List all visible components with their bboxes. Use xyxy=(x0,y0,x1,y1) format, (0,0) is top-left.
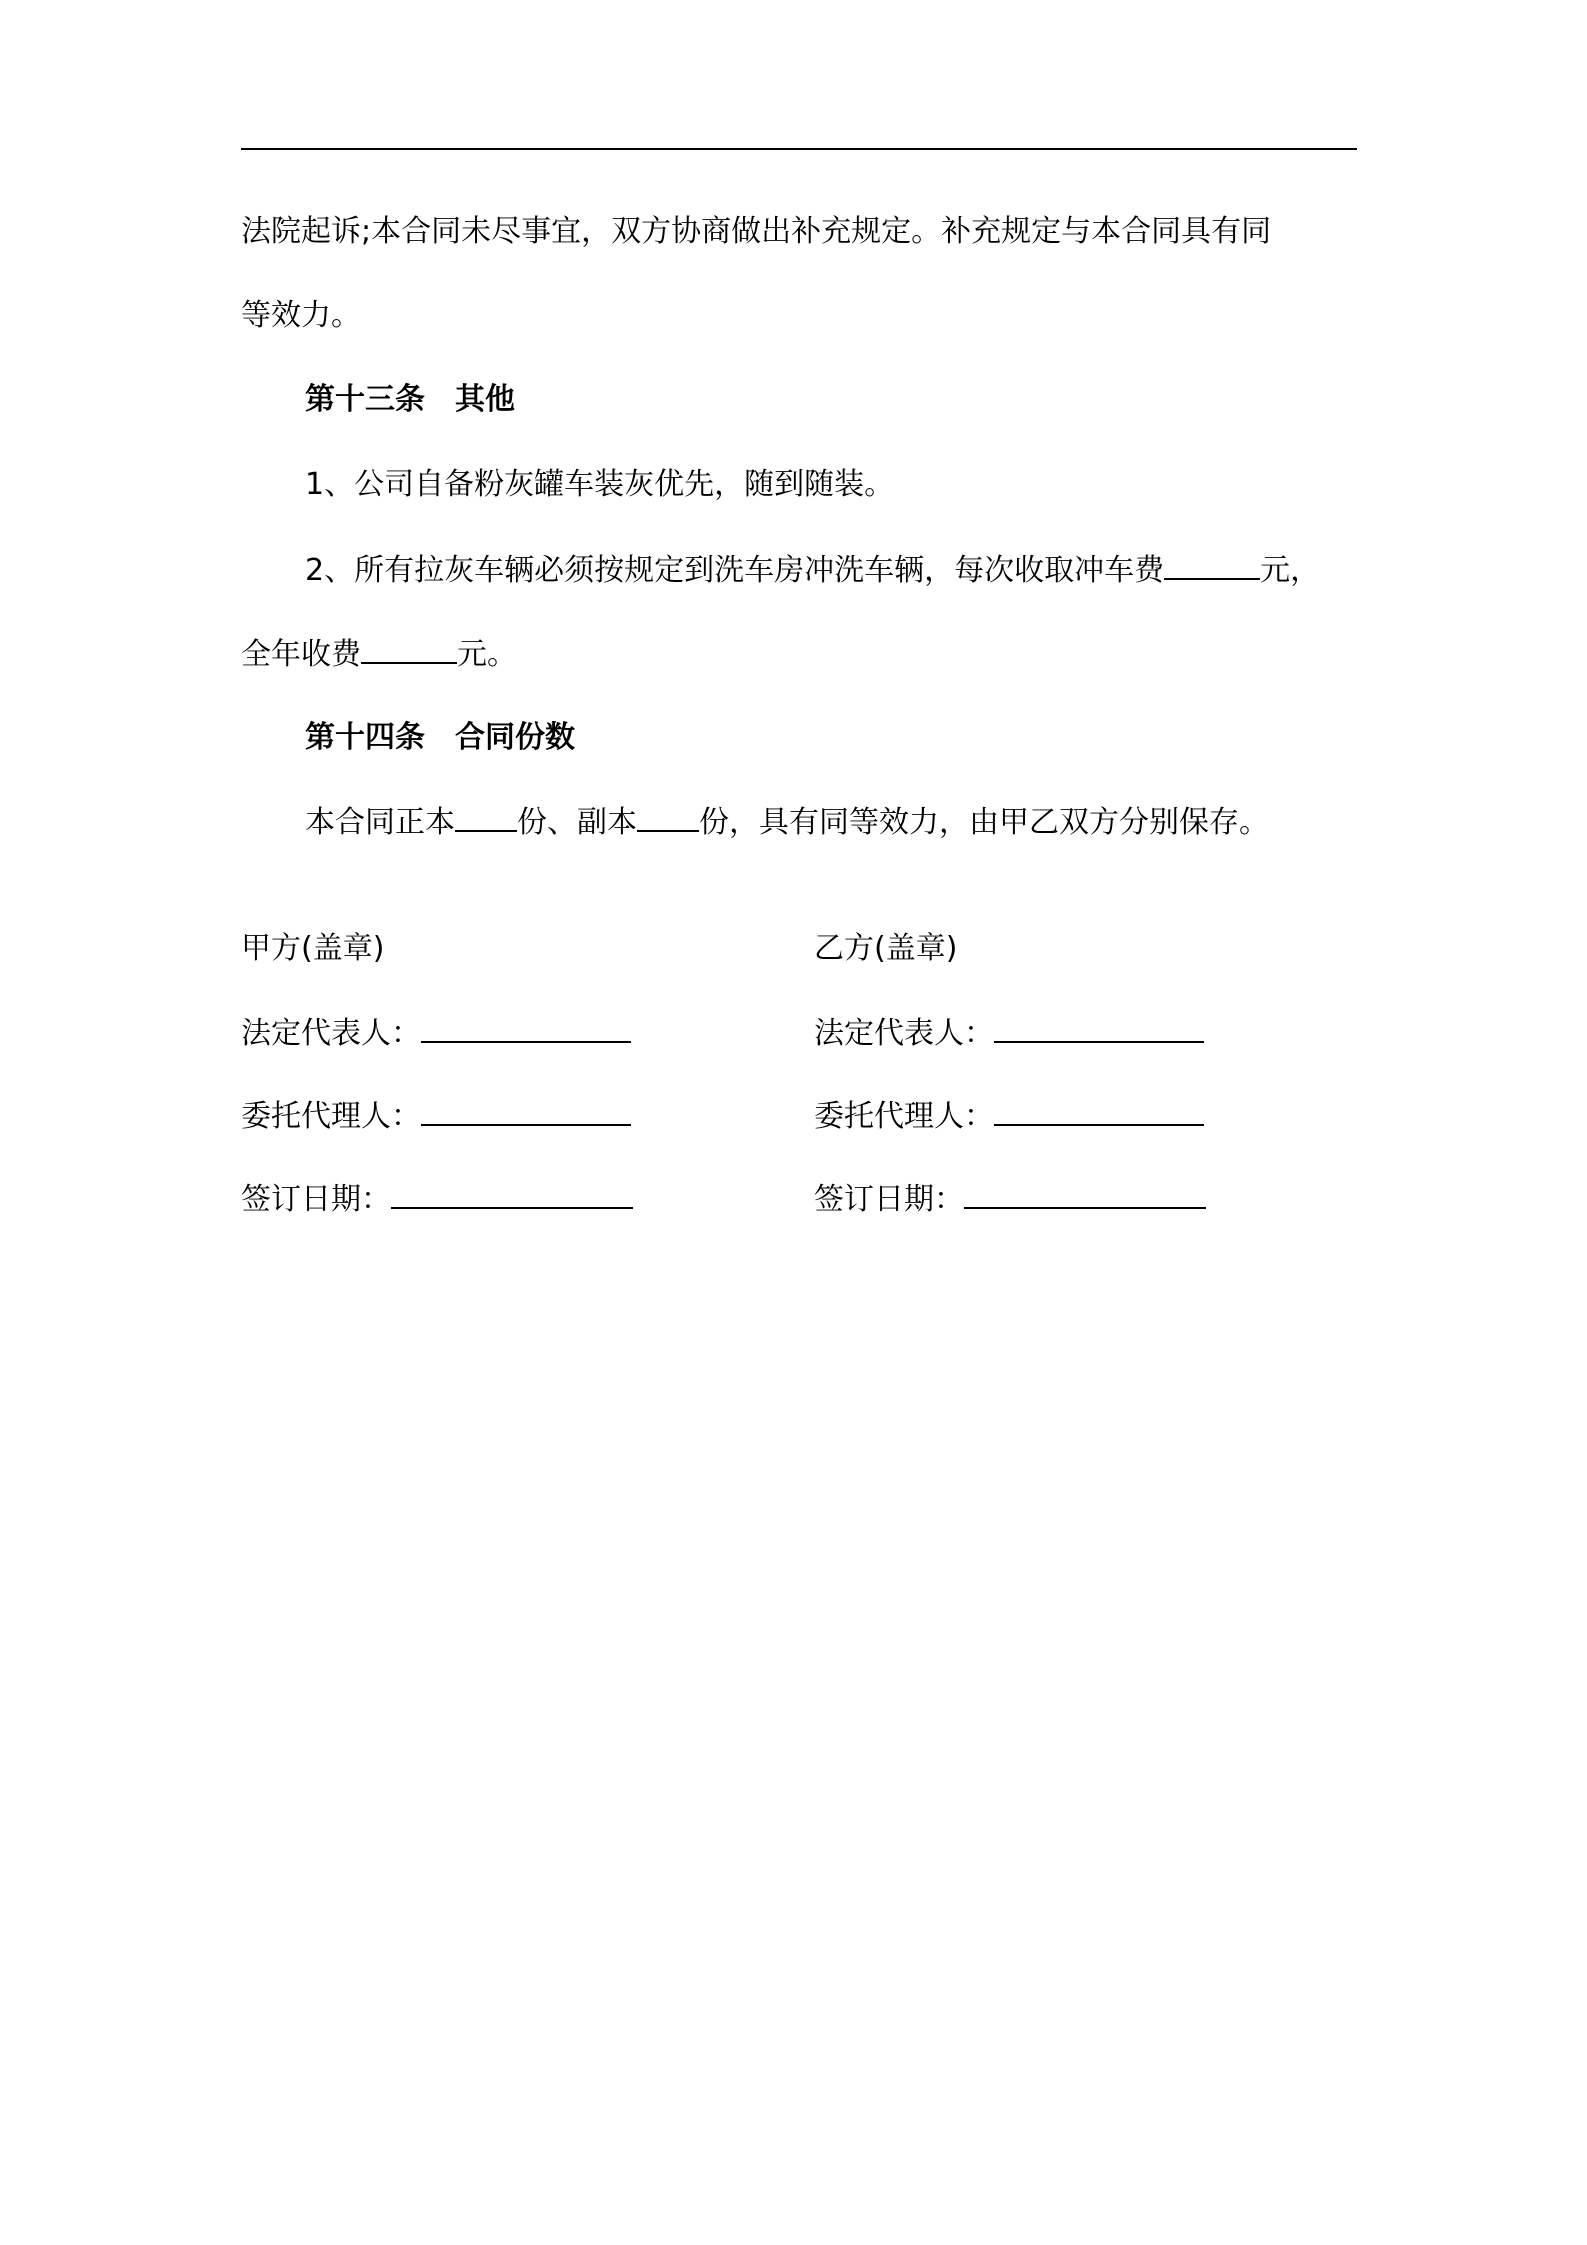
annual-fee-label: 全年收费 xyxy=(241,637,361,672)
party-b-date xyxy=(814,1179,1206,1220)
party-b-title: 乙方(盖章) xyxy=(814,931,958,966)
party-a-agent-blank xyxy=(421,1096,631,1126)
article-14-text xyxy=(305,802,1269,843)
duplicate-copies-blank xyxy=(637,802,699,832)
article-14-heading: 第十四条 合同份数 xyxy=(305,720,575,755)
party-b-date-blank xyxy=(964,1179,1206,1209)
party-a-legal-rep-blank xyxy=(421,1013,631,1043)
party-a-title: 甲方(盖章) xyxy=(241,931,385,966)
party-a-legal-rep xyxy=(241,1013,631,1054)
article-13-item-1: 1、公司自备粉灰罐车装灰优先，随到随装。 xyxy=(305,467,895,502)
paragraph-continuation-line-1: 法院起诉;本合同未尽事宜，双方协商做出补充规定。补充规定与本合同具有同 xyxy=(241,214,1272,249)
party-b-legal-rep-blank xyxy=(994,1013,1204,1043)
article-13-item-2-line-1 xyxy=(305,550,1320,591)
party-a-legal-rep-label: 法定代表人： xyxy=(241,1016,421,1051)
duplicate-copies-label: 份、副本 xyxy=(517,805,637,840)
car-wash-fee-blank xyxy=(1164,550,1260,580)
article-13-heading: 第十三条 其他 xyxy=(305,382,515,417)
party-b-legal-rep xyxy=(814,1013,1204,1054)
party-a-agent xyxy=(241,1096,631,1137)
header-rule xyxy=(241,148,1357,150)
original-copies-blank xyxy=(455,802,517,832)
article-14-text-end: 份，具有同等效力，由甲乙双方分别保存。 xyxy=(699,805,1269,840)
party-a-date-blank xyxy=(391,1179,633,1209)
annual-fee-blank xyxy=(361,634,457,664)
party-b-agent-label: 委托代理人： xyxy=(814,1099,994,1134)
original-copies-label: 本合同正本 xyxy=(305,805,455,840)
party-b-agent-blank xyxy=(994,1096,1204,1126)
party-a-agent-label: 委托代理人： xyxy=(241,1099,421,1134)
paragraph-continuation-line-2: 等效力。 xyxy=(241,298,361,333)
party-b-date-label: 签订日期： xyxy=(814,1182,964,1217)
party-b-agent xyxy=(814,1096,1204,1137)
article-13-item-2-text: 2、所有拉灰车辆必须按规定到洗车房冲洗车辆，每次收取冲车费 xyxy=(305,553,1165,588)
article-13-item-2-unit: 元， xyxy=(1260,553,1321,588)
article-13-item-2-line-2 xyxy=(241,634,1357,675)
annual-fee-unit: 元。 xyxy=(457,637,517,672)
party-a-date xyxy=(241,1179,633,1220)
party-a-date-label: 签订日期： xyxy=(241,1182,391,1217)
party-b-legal-rep-label: 法定代表人： xyxy=(814,1016,994,1051)
